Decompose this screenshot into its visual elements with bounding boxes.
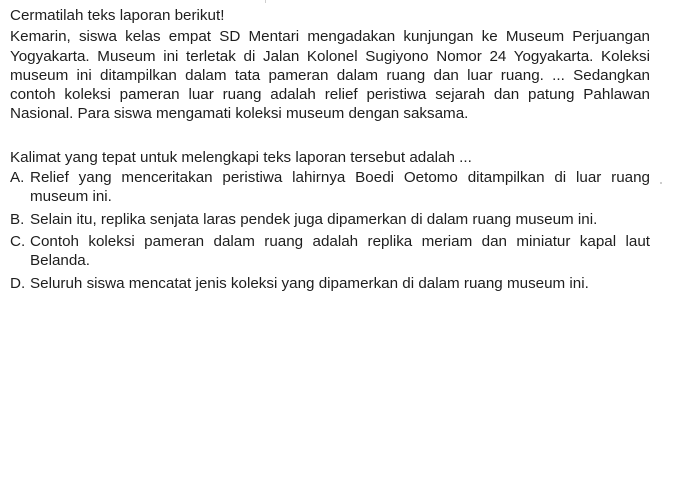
option-text: Selain itu, replika senjata laras pendek juga dipamerkan di dalam ruang museum ini. bbox=[30, 210, 598, 228]
question-text: Kalimat yang tepat untuk melengkapi teks laporan tersebut adalah ... bbox=[10, 148, 472, 166]
answer-options bbox=[10, 168, 650, 293]
scan-artifact-dot bbox=[660, 182, 662, 184]
option-letter: B. bbox=[10, 210, 25, 228]
option-text: Relief yang menceritakan peristiwa lahirnya Boedi Oetomo ditampilkan di luar ruang museum ini. bbox=[30, 169, 650, 206]
option-b[interactable] bbox=[10, 210, 650, 229]
report-paragraph: Kemarin, siswa kelas empat SD Mentari mengadakan kunjungan ke Museum Perjuangan Yogyakarta. Museum ini terletak di Jalan Kolonel Sugiyono Nomor 24 Yogyakarta. Koleksi museum ini ditampilkan dalam tata pameran dalam ruang dan luar ruang. ... Sedangkan contoh koleksi pameran luar ruang adalah relief peristiwa sejarah dan patung Pahlawan Nasional. Para siswa mengamati koleksi museum dengan saksama. bbox=[10, 28, 650, 123]
option-c[interactable] bbox=[10, 232, 650, 271]
option-text: Seluruh siswa mencatat jenis koleksi yang dipamerkan di dalam ruang museum ini. bbox=[30, 274, 589, 292]
document-page bbox=[10, 6, 650, 296]
option-d[interactable] bbox=[10, 274, 650, 293]
option-text: Contoh koleksi pameran dalam ruang adalah replika meriam dan miniatur kapal laut Belanda. bbox=[30, 232, 650, 270]
scan-artifact-top bbox=[265, 0, 266, 3]
option-letter: A. bbox=[10, 169, 25, 187]
instruction-heading: Cermatilah teks laporan berikut! bbox=[10, 7, 225, 24]
option-a[interactable] bbox=[10, 168, 650, 207]
option-letter: D. bbox=[10, 274, 26, 292]
option-letter: C. bbox=[10, 232, 26, 250]
